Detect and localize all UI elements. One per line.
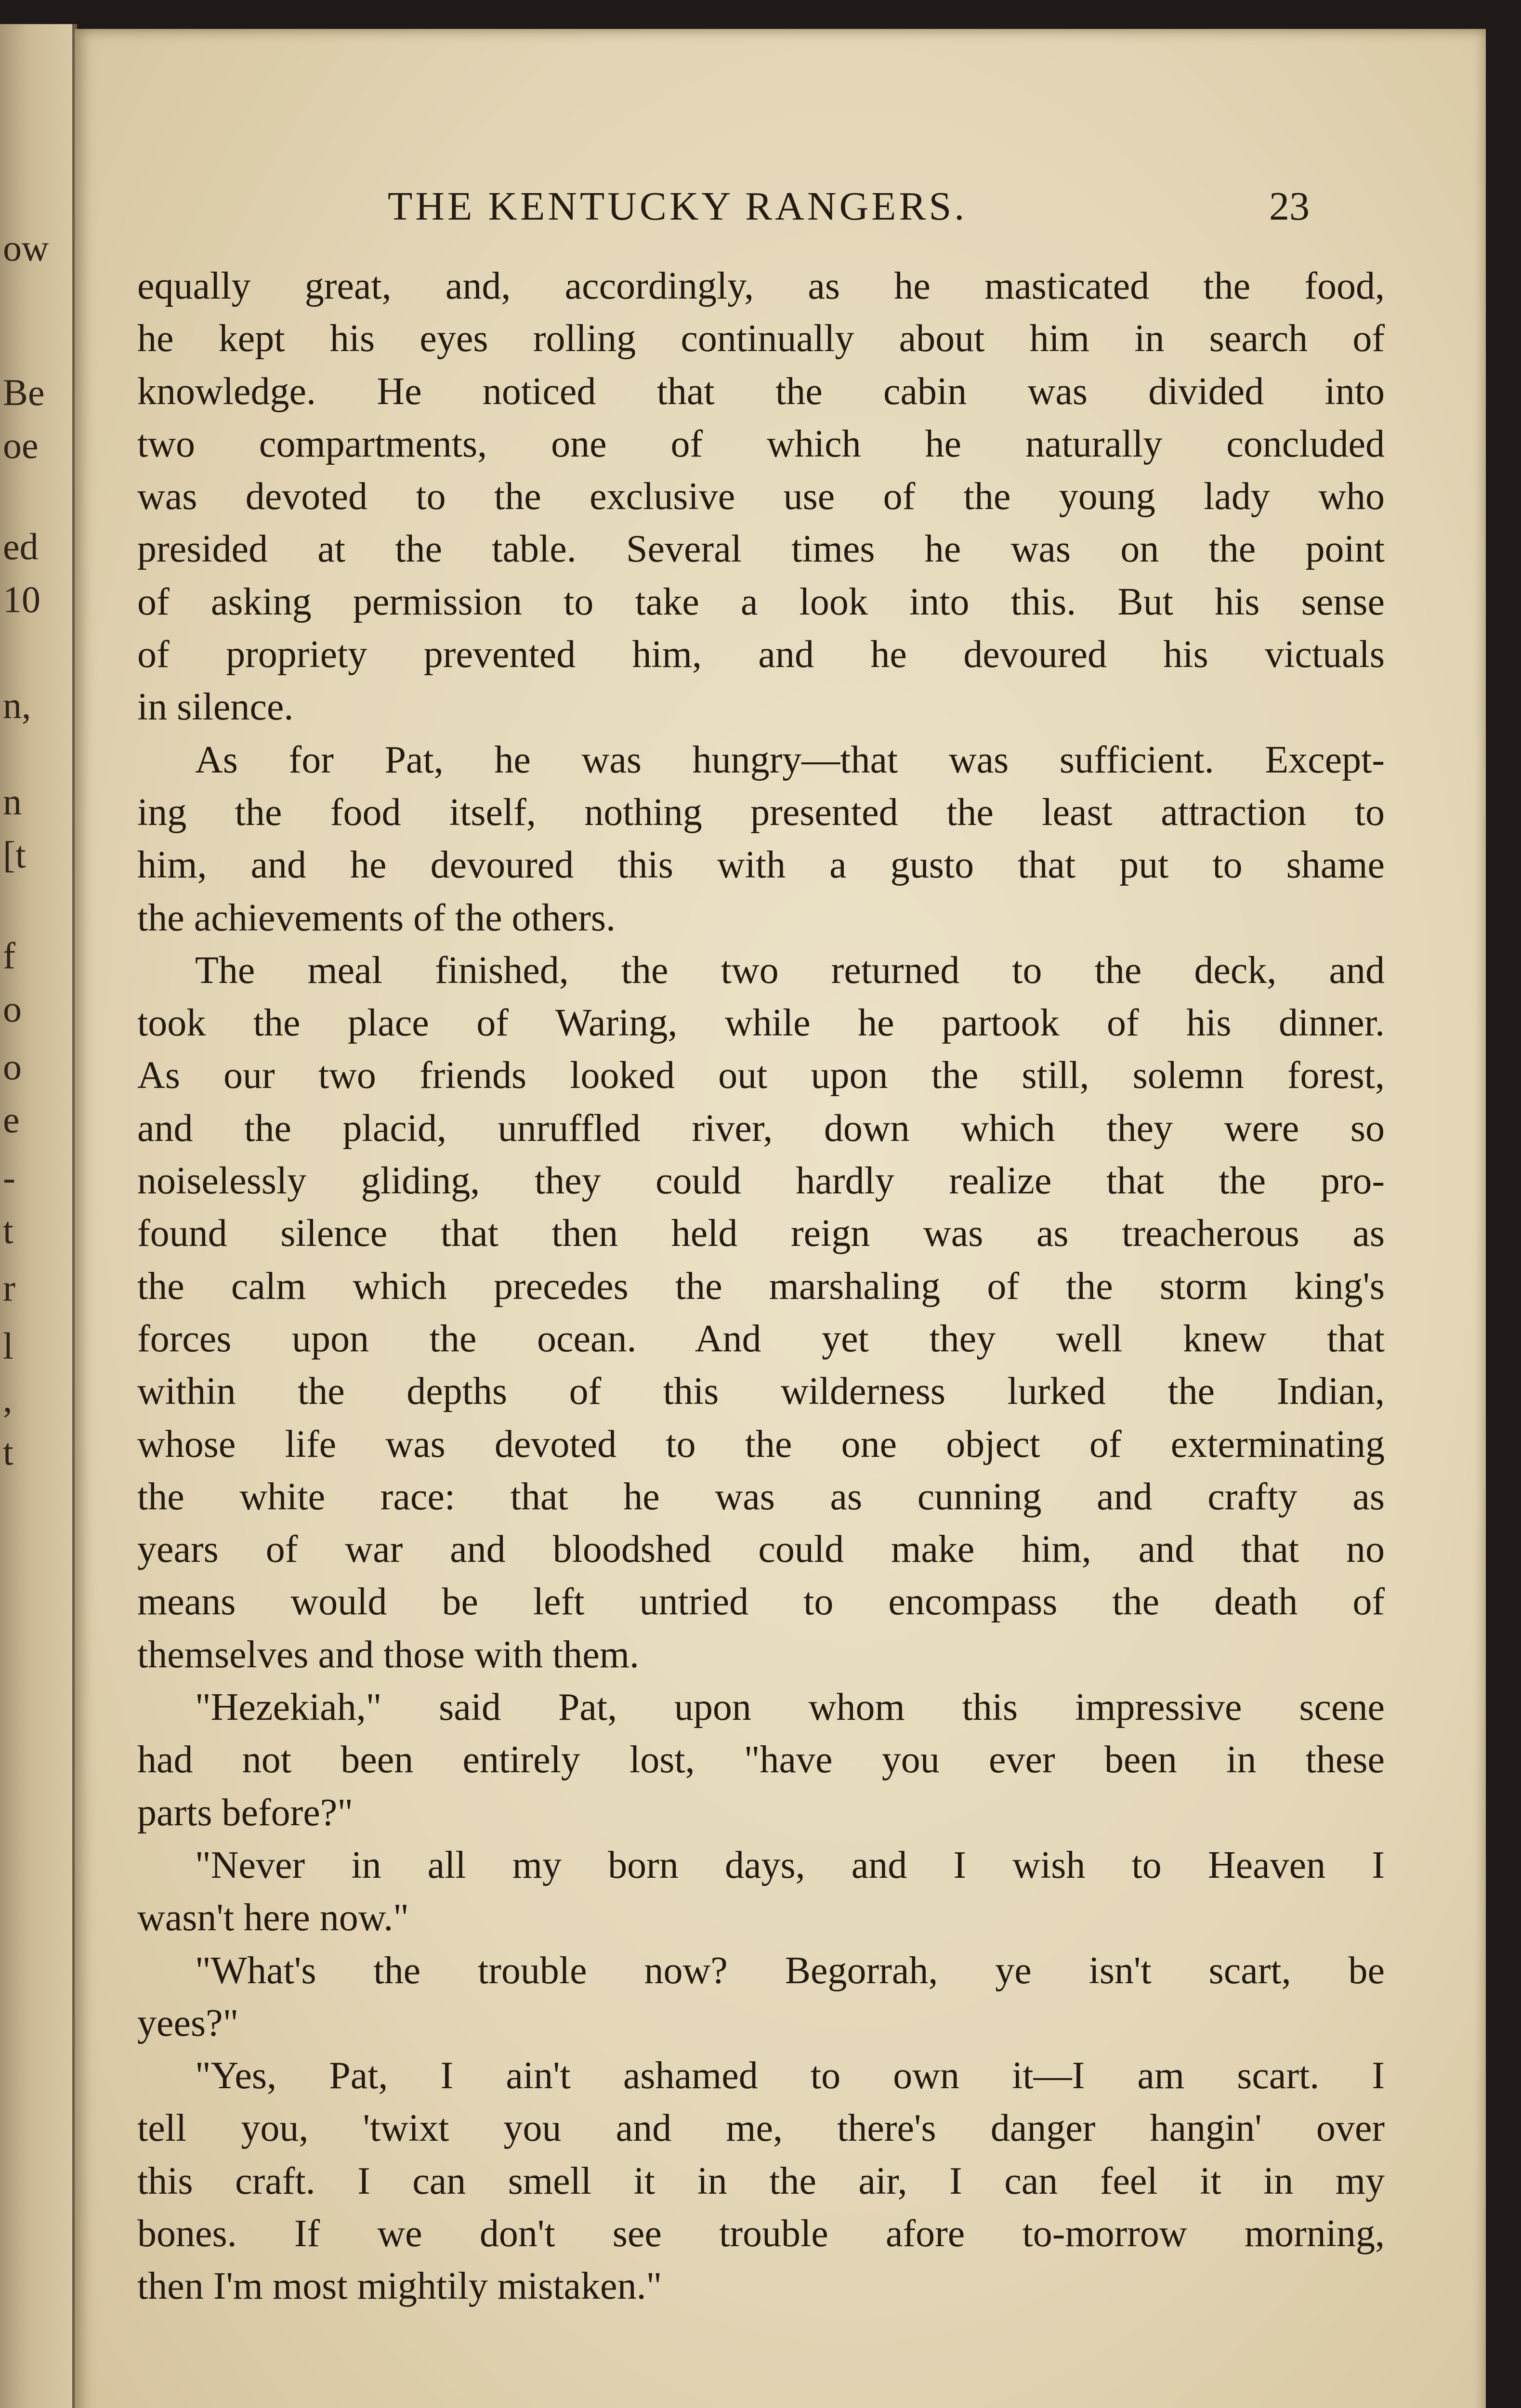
text-line: whose life was devoted to the one object of exterminating: [137, 1423, 1385, 1466]
text-line: equally great, and, accordingly, as he masticated the food,: [137, 265, 1385, 307]
text-line: themselves and those with them.: [137, 1633, 640, 1676]
text-line: "Never in all my born days, and I wish to Heaven I: [195, 1844, 1385, 1886]
text-line: he kept his eyes rolling continually about him in search of: [137, 317, 1385, 360]
left-page-fragment: t: [3, 1209, 13, 1251]
left-page-fragment: oe: [3, 424, 39, 466]
left-page-fragment: o: [3, 988, 22, 1030]
left-page-fragment: ,: [3, 1378, 13, 1420]
text-line: parts before?": [137, 1791, 353, 1834]
left-page-fragment: o: [3, 1046, 22, 1087]
left-page-fragment: -: [3, 1156, 15, 1198]
text-line: noiselessly gliding, they could hardly realize that the pro-: [137, 1160, 1385, 1203]
text-line: the white race: that he was as cunning and crafty as: [137, 1475, 1385, 1518]
text-line: had not been entirely lost, "have you ever been in these: [137, 1739, 1385, 1781]
text-line: "Hezekiah," said Pat, upon whom this impressive scene: [195, 1686, 1385, 1729]
text-line: two compartments, one of which he naturally concluded: [137, 422, 1385, 465]
text-line: "Yes, Pat, I ain't ashamed to own it—I am scart. I: [195, 2055, 1385, 2097]
text-line: this craft. I can smell it in the air, I can feel it in my: [137, 2159, 1385, 2202]
text-line: found silence that then held reign was as treacherous as: [137, 1212, 1385, 1255]
left-page-fragment: 10: [3, 578, 40, 620]
text-line: took the place of Waring, while he partook of his dinner.: [137, 1002, 1385, 1045]
left-page-fragment: ow: [3, 227, 49, 269]
left-page-fragment: e: [3, 1099, 20, 1140]
text-line: forces upon the ocean. And yet they well knew that: [137, 1317, 1385, 1360]
text-line: The meal finished, the two returned to the deck, and: [195, 949, 1385, 992]
left-page-fragment: [t: [3, 834, 26, 876]
text-line: years of war and bloodshed could make him, and that no: [137, 1528, 1385, 1571]
text-line: the calm which precedes the marshaling of the storm king's: [137, 1265, 1385, 1308]
left-page-fragment: f: [3, 935, 15, 977]
book-page: [75, 29, 1486, 2408]
text-line: presided at the table. Several times he was on the point: [137, 528, 1385, 571]
left-page-fragment: n,: [3, 684, 31, 726]
text-line: of asking permission to take a look into this. But his sense: [137, 580, 1385, 623]
text-line: bones. If we don't see trouble afore to-morrow morning,: [137, 2212, 1385, 2255]
text-line: then I'm most mightily mistaken.": [137, 2265, 662, 2308]
text-line: As for Pat, he was hungry—that was sufficient. Except-: [195, 738, 1385, 781]
page-number: 23: [1269, 184, 1310, 229]
text-line: tell you, 'twixt you and me, there's danger hangin' over: [137, 2107, 1385, 2150]
text-line: in silence.: [137, 686, 294, 729]
left-page-fragment: t: [3, 1431, 13, 1473]
left-page-edge: [0, 24, 77, 2408]
left-page-fragment: Be: [3, 371, 45, 413]
text-line: and the placid, unruffled river, down which they were so: [137, 1107, 1385, 1150]
body-text: [137, 260, 1385, 2313]
text-line: As our two friends looked out upon the still, solemn forest,: [137, 1054, 1385, 1097]
text-line: the achievements of the others.: [137, 896, 616, 939]
text-line: him, and he devoured this with a gusto that put to shame: [137, 844, 1385, 887]
text-line: was devoted to the exclusive use of the young lady who: [137, 475, 1385, 518]
text-line: "What's the trouble now? Begorrah, ye isn't scart, be: [195, 1949, 1385, 1992]
text-line: knowledge. He noticed that the cabin was divided into: [137, 370, 1385, 413]
text-line: yees?": [137, 2002, 239, 2044]
text-line: means would be left untried to encompass the death of: [137, 1581, 1385, 1623]
left-page-fragment: l: [3, 1325, 13, 1367]
left-page-fragment: r: [3, 1267, 15, 1309]
text-line: within the depths of this wilderness lurked the Indian,: [137, 1370, 1385, 1413]
page-header: [75, 173, 1486, 231]
text-line: ing the food itself, nothing presented the least attraction to: [137, 791, 1385, 834]
text-line: of propriety prevented him, and he devoured his victuals: [137, 633, 1385, 676]
left-page-fragment: n: [3, 781, 22, 823]
text-line: wasn't here now.": [137, 1897, 409, 1939]
left-page-fragment: ed: [3, 525, 39, 567]
running-head: THE KENTUCKY RANGERS.: [388, 184, 968, 229]
